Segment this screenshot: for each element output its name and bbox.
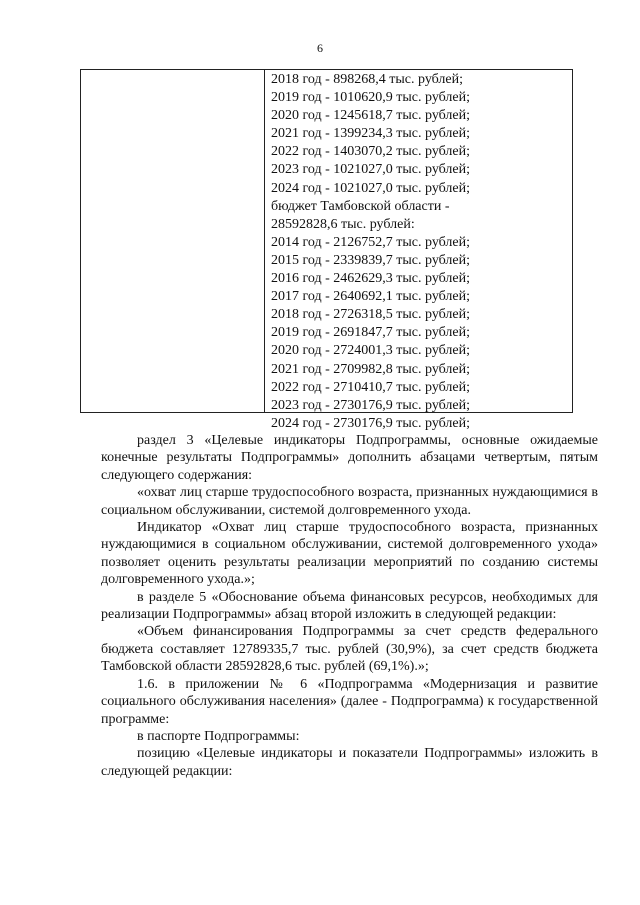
- paragraph-section-5: в разделе 5 «Обоснование объема финансовых ресурсов, необходимых для реализации Подпрограммы» абзац второй изложить в следующей редакции:: [101, 589, 598, 623]
- table-line: 2021 год - 1399234,3 тыс. рублей;: [271, 126, 471, 142]
- paragraph-passport: в паспорте Подпрограммы:: [137, 728, 300, 744]
- table-line: 2024 год - 2730176,9 тыс. рублей;: [271, 415, 471, 431]
- table-line: 2016 год - 2462629,3 тыс. рублей;: [271, 271, 471, 287]
- table-line: 2014 год - 2126752,7 тыс. рублей;: [271, 234, 471, 250]
- table-line: 2022 год - 2710410,7 тыс. рублей;: [271, 379, 471, 395]
- paragraph-appendix-6: 1.6. в приложении № 6 «Подпрограмма «Модернизация и развитие социального обслуживания населения» (далее - Подпрограмма) к государственной программе:: [101, 676, 598, 727]
- page-number: 6: [317, 41, 323, 55]
- paragraph-funding-quote: «Объем финансирования Подпрограммы за счет средств федерального бюджета составляет 12789335,7 тыс. рублей (30,9%), за счет средств бюджета Тамбовской области 28592828,6 тыс. рублей (69,1%).»;: [101, 624, 598, 675]
- table-line: 2017 год - 2640692,1 тыс. рублей;: [271, 289, 471, 305]
- table-line: 2015 год - 2339839,7 тыс. рублей;: [271, 252, 471, 268]
- table-line: бюджет Тамбовской области -: [271, 198, 450, 214]
- table-line: 2024 год - 1021027,0 тыс. рублей;: [271, 180, 471, 196]
- table-line: 2020 год - 1245618,7 тыс. рублей;: [271, 108, 471, 124]
- paragraph-coverage-quote: «охват лиц старше трудоспособного возраста, признанных нуждающимися в социальном обслуживании, системой долговременного ухода.: [101, 485, 598, 518]
- table-line: 2022 год - 1403070,2 тыс. рублей;: [271, 144, 471, 160]
- table-line: 2019 год - 2691847,7 тыс. рублей;: [271, 325, 471, 341]
- paragraph-indicator-description: Индикатор «Охват лиц старше трудоспособного возраста, признанных нуждающимися в социальном обслуживании, системой долговременного ухода» позволяет оценить результаты реализации мероприятий по созданию системы долговременного ухода.»;: [101, 520, 598, 588]
- table-cell-left: [81, 70, 264, 412]
- table-line: 2020 год - 2724001,3 тыс. рублей;: [271, 343, 471, 359]
- budget-table: [80, 69, 573, 431]
- table-line: 2018 год - 2726318,5 тыс. рублей;: [271, 307, 471, 323]
- table-line: 2019 год - 1010620,9 тыс. рублей;: [271, 90, 471, 106]
- table-line: 2023 год - 2730176,9 тыс. рублей;: [271, 397, 471, 413]
- table-line: 28592828,6 тыс. рублей:: [271, 216, 415, 232]
- table-divider: [264, 70, 265, 412]
- table-line: 2018 год - 898268,4 тыс. рублей;: [271, 72, 464, 87]
- body-text: [101, 432, 598, 780]
- paragraph-section-3: раздел 3 «Целевые индикаторы Подпрограммы, основные ожидаемые конечные результаты Подпрограммы» дополнить абзацами четвертым, пятым следующего содержания:: [101, 433, 598, 483]
- table-line: 2021 год - 2709982,8 тыс. рублей;: [271, 361, 471, 377]
- table-cell-right: [271, 71, 568, 433]
- table-line: 2023 год - 1021027,0 тыс. рублей;: [271, 162, 471, 178]
- paragraph-position: позицию «Целевые индикаторы и показатели Подпрограммы» изложить в следующей редакции:: [101, 746, 598, 779]
